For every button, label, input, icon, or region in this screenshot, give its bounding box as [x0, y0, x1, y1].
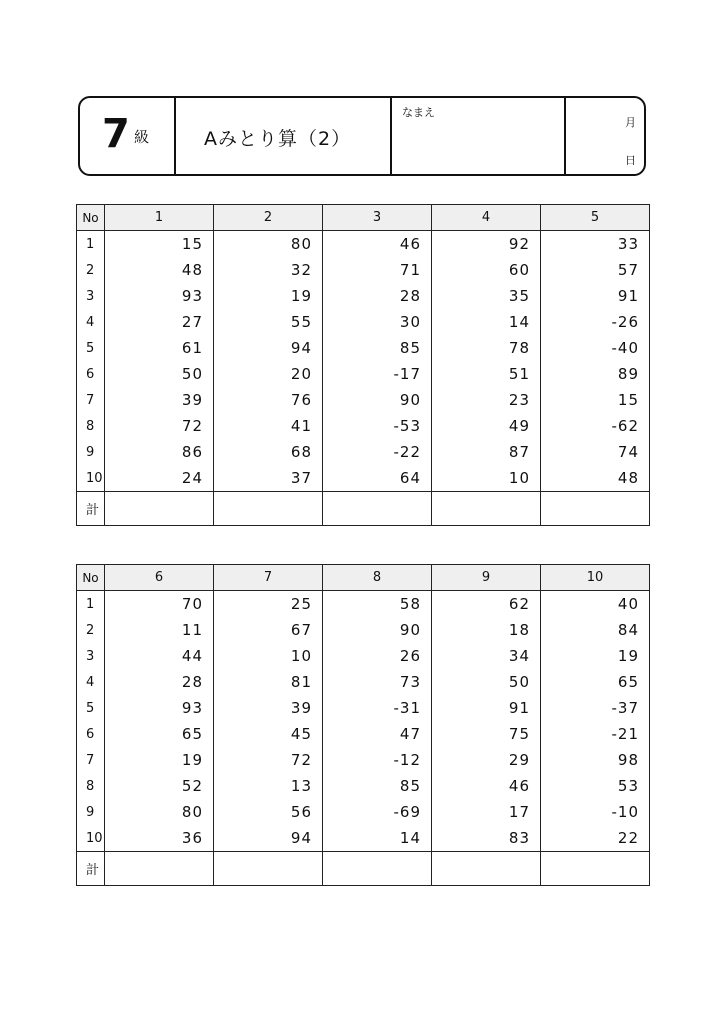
table-row [77, 825, 650, 852]
problem-number-header: 5 [541, 205, 650, 231]
total-row [77, 852, 650, 886]
row-number: 3 [77, 643, 105, 669]
table-row [77, 257, 650, 283]
row-number: 4 [77, 309, 105, 335]
number-cell: -69 [323, 799, 432, 825]
number-cell: 56 [214, 799, 323, 825]
number-cell: 98 [541, 747, 650, 773]
row-number: 1 [77, 231, 105, 258]
problem-number-header: 7 [214, 565, 323, 591]
row-number: 9 [77, 439, 105, 465]
number-cell: 60 [432, 257, 541, 283]
header-row [77, 205, 650, 231]
row-number: 10 [77, 825, 105, 852]
month-label: 月 [625, 116, 636, 129]
total-row [77, 492, 650, 526]
number-cell: -62 [541, 413, 650, 439]
number-cell: -22 [323, 439, 432, 465]
number-cell: 72 [214, 747, 323, 773]
number-cell: 14 [432, 309, 541, 335]
table-row [77, 799, 650, 825]
number-cell: 27 [105, 309, 214, 335]
number-cell: 28 [105, 669, 214, 695]
title-cell [174, 98, 390, 174]
row-number: 1 [77, 591, 105, 618]
number-cell: 62 [432, 591, 541, 618]
number-cell: 15 [541, 387, 650, 413]
number-cell: 11 [105, 617, 214, 643]
number-cell: 89 [541, 361, 650, 387]
table-row [77, 335, 650, 361]
problem-table-1 [76, 204, 650, 526]
row-number: 3 [77, 283, 105, 309]
number-cell: 76 [214, 387, 323, 413]
number-cell: 33 [541, 231, 650, 258]
number-cell: 19 [105, 747, 214, 773]
number-cell: 64 [323, 465, 432, 492]
table-row [77, 617, 650, 643]
number-cell: 13 [214, 773, 323, 799]
worksheet-title: Aみとり算（2） [204, 128, 352, 150]
number-cell: 55 [214, 309, 323, 335]
row-number: 10 [77, 465, 105, 492]
number-cell: 70 [105, 591, 214, 618]
number-cell: 91 [432, 695, 541, 721]
number-cell: 15 [105, 231, 214, 258]
number-cell: 32 [214, 257, 323, 283]
number-cell: 83 [432, 825, 541, 852]
number-cell: 47 [323, 721, 432, 747]
total-label: 計 [77, 492, 105, 526]
number-cell: -40 [541, 335, 650, 361]
number-cell: 65 [105, 721, 214, 747]
number-cell: 25 [214, 591, 323, 618]
number-cell: -17 [323, 361, 432, 387]
number-cell: 87 [432, 439, 541, 465]
problem-number-header: 1 [105, 205, 214, 231]
number-cell: 74 [541, 439, 650, 465]
number-cell: 80 [105, 799, 214, 825]
number-cell: 80 [214, 231, 323, 258]
number-cell: -26 [541, 309, 650, 335]
number-cell: -31 [323, 695, 432, 721]
number-cell: 85 [323, 773, 432, 799]
number-cell: 30 [323, 309, 432, 335]
number-cell: 90 [323, 387, 432, 413]
number-cell: 46 [432, 773, 541, 799]
number-cell: -12 [323, 747, 432, 773]
problem-number-header: 3 [323, 205, 432, 231]
row-number: 8 [77, 773, 105, 799]
number-cell: 94 [214, 335, 323, 361]
number-cell: 35 [432, 283, 541, 309]
number-cell: 94 [214, 825, 323, 852]
grade-unit: 級 [134, 128, 150, 146]
number-cell: 72 [105, 413, 214, 439]
worksheet-header [78, 96, 646, 176]
number-cell: 50 [105, 361, 214, 387]
number-cell: 19 [214, 283, 323, 309]
number-cell: -53 [323, 413, 432, 439]
answer-cell[interactable] [323, 492, 432, 526]
number-cell: 68 [214, 439, 323, 465]
number-cell: 78 [432, 335, 541, 361]
problem-table-2 [76, 564, 650, 886]
number-cell: 19 [541, 643, 650, 669]
number-cell: -37 [541, 695, 650, 721]
total-label: 計 [77, 852, 105, 886]
table-row [77, 413, 650, 439]
number-cell: 17 [432, 799, 541, 825]
number-cell: 75 [432, 721, 541, 747]
row-number: 2 [77, 257, 105, 283]
number-cell: 22 [541, 825, 650, 852]
name-cell[interactable] [390, 98, 564, 174]
number-cell: 61 [105, 335, 214, 361]
number-cell: 44 [105, 643, 214, 669]
number-cell: 10 [214, 643, 323, 669]
number-cell: 48 [541, 465, 650, 492]
table-row [77, 591, 650, 618]
number-cell: 39 [214, 695, 323, 721]
problem-number-header: 10 [541, 565, 650, 591]
answer-cell[interactable] [105, 852, 214, 886]
number-cell: 26 [323, 643, 432, 669]
header-row [77, 565, 650, 591]
answer-cell[interactable] [323, 852, 432, 886]
answer-cell[interactable] [432, 852, 541, 886]
row-number: 4 [77, 669, 105, 695]
row-number: 5 [77, 335, 105, 361]
table-row [77, 669, 650, 695]
number-cell: 71 [323, 257, 432, 283]
answer-cell[interactable] [541, 852, 650, 886]
number-cell: 34 [432, 643, 541, 669]
number-cell: 18 [432, 617, 541, 643]
row-number: 6 [77, 361, 105, 387]
number-cell: 91 [541, 283, 650, 309]
number-cell: 52 [105, 773, 214, 799]
number-cell: 53 [541, 773, 650, 799]
number-cell: 14 [323, 825, 432, 852]
number-cell: 51 [432, 361, 541, 387]
number-cell: 85 [323, 335, 432, 361]
table-row [77, 643, 650, 669]
number-cell: 24 [105, 465, 214, 492]
number-cell: 29 [432, 747, 541, 773]
number-cell: 92 [432, 231, 541, 258]
table-row [77, 309, 650, 335]
number-cell: -10 [541, 799, 650, 825]
problem-number-header: 2 [214, 205, 323, 231]
number-cell: 67 [214, 617, 323, 643]
day-label: 日 [625, 154, 636, 167]
table-row [77, 283, 650, 309]
row-number: 9 [77, 799, 105, 825]
table-row [77, 387, 650, 413]
date-cell[interactable] [564, 98, 644, 174]
table-row [77, 231, 650, 258]
number-cell: 23 [432, 387, 541, 413]
number-cell: 50 [432, 669, 541, 695]
answer-cell[interactable] [541, 492, 650, 526]
number-cell: 65 [541, 669, 650, 695]
number-cell: 57 [541, 257, 650, 283]
no-header: No [77, 565, 105, 591]
problem-number-header: 9 [432, 565, 541, 591]
grade-number: 7 [102, 111, 130, 157]
number-cell: 45 [214, 721, 323, 747]
answer-cell[interactable] [432, 492, 541, 526]
number-cell: 10 [432, 465, 541, 492]
name-label: なまえ [402, 106, 435, 119]
number-cell: 37 [214, 465, 323, 492]
problem-number-header: 4 [432, 205, 541, 231]
problem-number-header: 8 [323, 565, 432, 591]
table-row [77, 465, 650, 492]
table-row [77, 361, 650, 387]
number-cell: 93 [105, 283, 214, 309]
number-cell: 41 [214, 413, 323, 439]
table-row [77, 439, 650, 465]
answer-cell[interactable] [105, 492, 214, 526]
number-cell: 46 [323, 231, 432, 258]
no-header: No [77, 205, 105, 231]
number-cell: 36 [105, 825, 214, 852]
number-cell: 48 [105, 257, 214, 283]
number-cell: 20 [214, 361, 323, 387]
row-number: 2 [77, 617, 105, 643]
table-row [77, 721, 650, 747]
number-cell: 58 [323, 591, 432, 618]
table-row [77, 773, 650, 799]
number-cell: 49 [432, 413, 541, 439]
number-cell: 93 [105, 695, 214, 721]
answer-cell[interactable] [214, 852, 323, 886]
number-cell: 73 [323, 669, 432, 695]
number-cell: 86 [105, 439, 214, 465]
row-number: 7 [77, 387, 105, 413]
row-number: 8 [77, 413, 105, 439]
table-row [77, 695, 650, 721]
number-cell: 28 [323, 283, 432, 309]
number-cell: 81 [214, 669, 323, 695]
number-cell: 84 [541, 617, 650, 643]
row-number: 7 [77, 747, 105, 773]
answer-cell[interactable] [214, 492, 323, 526]
problem-number-header: 6 [105, 565, 214, 591]
number-cell: 90 [323, 617, 432, 643]
row-number: 6 [77, 721, 105, 747]
grade-cell [80, 98, 174, 174]
number-cell: -21 [541, 721, 650, 747]
number-cell: 40 [541, 591, 650, 618]
number-cell: 39 [105, 387, 214, 413]
row-number: 5 [77, 695, 105, 721]
table-row [77, 747, 650, 773]
